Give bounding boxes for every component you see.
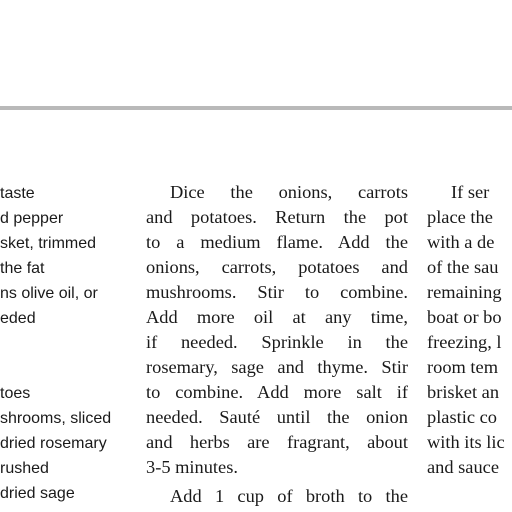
instruction-line: onions, carrots, potatoes and bbox=[146, 257, 408, 277]
instruction-line: to combine. Add more salt if bbox=[146, 382, 408, 402]
instruction-line: and potatoes. Return the pot bbox=[146, 207, 408, 227]
instruction-line: Dice the onions, carrots bbox=[170, 182, 408, 202]
instruction-line: Add more oil at any time, bbox=[146, 307, 408, 327]
ingredient-line: shrooms, sliced bbox=[0, 410, 112, 427]
section-divider bbox=[0, 106, 512, 110]
ingredient-line: the fat bbox=[0, 260, 45, 277]
continuation-line: with its lic bbox=[427, 432, 505, 452]
ingredient-line: dried rosemary bbox=[0, 435, 107, 452]
continuation-line: room tem bbox=[427, 357, 498, 377]
continuation-line: and sauce bbox=[427, 457, 499, 477]
instruction-line: 3-5 minutes. bbox=[146, 457, 238, 477]
instruction-line: if needed. Sprinkle in the bbox=[146, 332, 408, 352]
continuation-column bbox=[427, 180, 512, 480]
continuation-line: If ser bbox=[451, 182, 490, 202]
continuation-line: freezing, l bbox=[427, 332, 502, 352]
instruction-line: Add 1 cup of broth to the bbox=[170, 486, 408, 506]
continuation-line: with a de bbox=[427, 232, 495, 252]
ingredient-line: rushed bbox=[0, 460, 49, 477]
instruction-paragraph bbox=[146, 180, 408, 480]
continuation-line: place the bbox=[427, 207, 493, 227]
ingredient-line: eded bbox=[0, 310, 36, 327]
instruction-line: to a medium flame. Add the bbox=[146, 232, 408, 252]
instruction-line: mushrooms. Stir to combine. bbox=[146, 282, 408, 302]
continuation-line: of the sau bbox=[427, 257, 499, 277]
instruction-line: rosemary, sage and thyme. Stir bbox=[146, 357, 408, 377]
instruction-paragraph bbox=[146, 484, 408, 509]
continuation-line: remaining bbox=[427, 282, 502, 302]
ingredient-line: dried sage bbox=[0, 485, 75, 502]
continuation-line: plastic co bbox=[427, 407, 497, 427]
ingredient-line: d pepper bbox=[0, 210, 64, 227]
instruction-line: and herbs are fragrant, about bbox=[146, 432, 408, 452]
instruction-line: needed. Sauté until the onion bbox=[146, 407, 408, 427]
continuation-line: boat or bo bbox=[427, 307, 502, 327]
continuation-line: brisket an bbox=[427, 382, 500, 402]
ingredient-line: sket, trimmed bbox=[0, 235, 97, 252]
ingredient-line: taste bbox=[0, 185, 35, 202]
ingredient-line: ns olive oil, or bbox=[0, 285, 98, 302]
ingredient-line: toes bbox=[0, 385, 31, 402]
instructions-column bbox=[146, 180, 408, 509]
